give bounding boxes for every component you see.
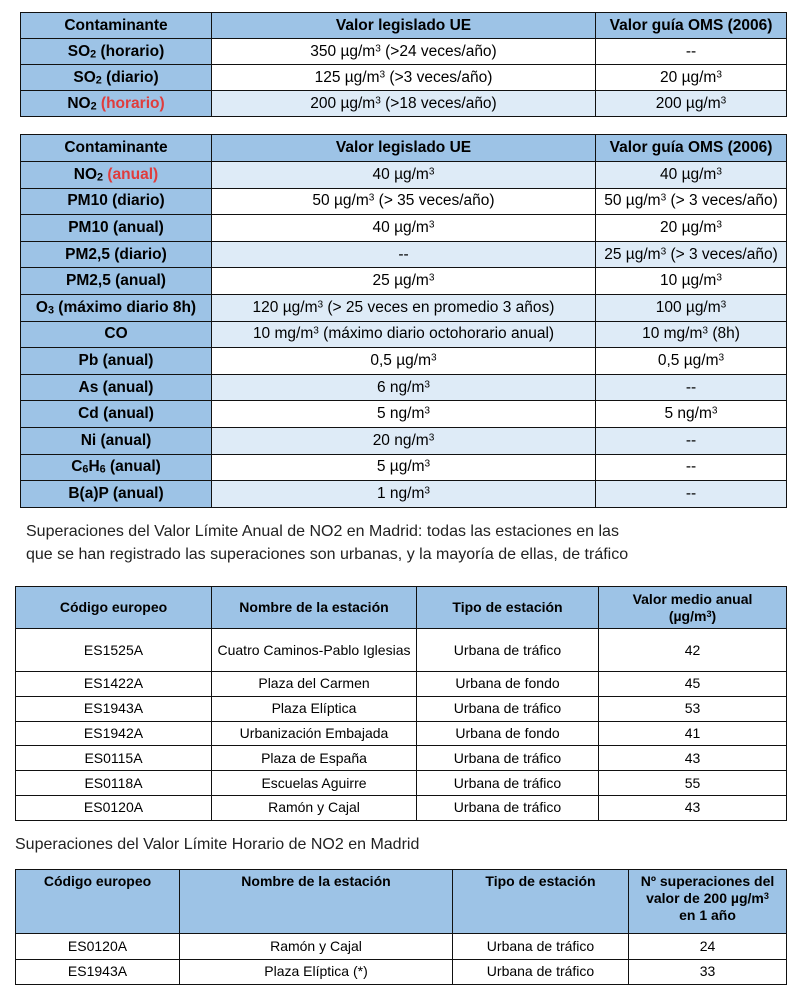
header-valor-oms: Valor guía OMS (2006) bbox=[596, 13, 787, 39]
pollutant-cell: PM2,5 (diario) bbox=[21, 241, 212, 268]
pollutant-cell: $C_6H_6$ (anual) bbox=[21, 454, 212, 481]
value-cell: 55 bbox=[599, 771, 787, 796]
eu-value-cell: 20 $ng/m^3$ bbox=[212, 427, 596, 454]
pollutant-cell: CO bbox=[21, 321, 212, 348]
table-row bbox=[16, 629, 787, 672]
hourly-exceedance-caption: Superaciones del Valor Límite Horario de NO2 en Madrid bbox=[15, 836, 420, 853]
table-row bbox=[16, 672, 787, 697]
value-cell: 43 bbox=[599, 746, 787, 771]
table-row bbox=[21, 241, 787, 268]
caption-line-1: Superaciones del Valor Límite Anual de NO2 en Madrid: todas las estaciones en las bbox=[26, 523, 619, 540]
who-value-cell: 100 $\mu g/m^3$ bbox=[596, 294, 787, 321]
eu-value-cell: 350 $\mu g/m^3$ (>24 veces/año) bbox=[212, 39, 596, 65]
pollutant-cell: Pb (anual) bbox=[21, 348, 212, 375]
table-row bbox=[16, 795, 787, 820]
header-codigo: Código europeo bbox=[16, 870, 180, 934]
table-row bbox=[21, 427, 787, 454]
who-value-cell: -- bbox=[596, 374, 787, 401]
value-cell: 41 bbox=[599, 721, 787, 746]
station-code-cell: ES0115A bbox=[16, 746, 212, 771]
annual-exceedance-caption bbox=[26, 520, 786, 566]
header-tipo: Tipo de estación bbox=[417, 587, 599, 629]
who-value-cell: 0,5 $\mu g/m^3$ bbox=[596, 348, 787, 375]
eu-value-cell: 6 $ng/m^3$ bbox=[212, 374, 596, 401]
table-header-row bbox=[21, 135, 787, 162]
station-code-cell: ES0120A bbox=[16, 934, 180, 960]
who-value-cell: 20 $\mu g/m^3$ bbox=[596, 65, 787, 91]
header-contaminante: Contaminante bbox=[21, 135, 212, 162]
who-value-cell: -- bbox=[596, 454, 787, 481]
value-cell: 24 bbox=[629, 934, 787, 960]
station-name-cell: Ramón y Cajal bbox=[212, 795, 417, 820]
eu-value-cell: 0,5 $\mu g/m^3$ bbox=[212, 348, 596, 375]
station-type-cell: Urbana de tráfico bbox=[417, 771, 599, 796]
station-name-cell: Plaza del Carmen bbox=[212, 672, 417, 697]
table-row bbox=[16, 771, 787, 796]
highlight-qualifier: (horario) bbox=[96, 94, 165, 112]
station-type-cell: Urbana de tráfico bbox=[417, 696, 599, 721]
header-superaciones: Nº superaciones del valor de 200 $\mu g/m^3$ en 1 año bbox=[629, 870, 787, 934]
station-code-cell: ES1422A bbox=[16, 672, 212, 697]
who-value-cell: 40 $\mu g/m^3$ bbox=[596, 162, 787, 189]
header-valor-oms: Valor guía OMS (2006) bbox=[596, 135, 787, 162]
header-contaminante: Contaminante bbox=[21, 13, 212, 39]
station-code-cell: ES0118A bbox=[16, 771, 212, 796]
station-name-cell: Escuelas Aguirre bbox=[212, 771, 417, 796]
table-row bbox=[21, 162, 787, 189]
limits-table-2 bbox=[20, 134, 787, 508]
table-row bbox=[16, 959, 787, 985]
station-code-cell: ES1943A bbox=[16, 696, 212, 721]
value-cell: 45 bbox=[599, 672, 787, 697]
table-row bbox=[21, 401, 787, 428]
table-row bbox=[21, 65, 787, 91]
station-code-cell: ES1525A bbox=[16, 629, 212, 672]
pollutant-cell: $SO_2$ (diario) bbox=[21, 65, 212, 91]
eu-value-cell: 25 $\mu g/m^3$ bbox=[212, 268, 596, 295]
pollutant-cell: $O_3$ (máximo diario 8h) bbox=[21, 294, 212, 321]
value-cell: 43 bbox=[599, 795, 787, 820]
station-type-cell: Urbana de tráfico bbox=[417, 746, 599, 771]
table-header-row bbox=[16, 587, 787, 629]
station-code-cell: ES0120A bbox=[16, 795, 212, 820]
pollutant-cell: B(a)P (anual) bbox=[21, 481, 212, 508]
highlight-qualifier: (anual) bbox=[103, 165, 159, 183]
station-type-cell: Urbana de tráfico bbox=[417, 629, 599, 672]
station-name-cell: Plaza Elíptica (*) bbox=[180, 959, 453, 985]
table-row bbox=[21, 188, 787, 215]
table-header-row bbox=[16, 870, 787, 934]
station-code-cell: ES1942A bbox=[16, 721, 212, 746]
who-value-cell: 5 $ng/m^3$ bbox=[596, 401, 787, 428]
station-type-cell: Urbana de fondo bbox=[417, 672, 599, 697]
station-code-cell: ES1943A bbox=[16, 959, 180, 985]
eu-value-cell: -- bbox=[212, 241, 596, 268]
value-cell: 53 bbox=[599, 696, 787, 721]
station-name-cell: Cuatro Caminos-Pablo Iglesias bbox=[212, 629, 417, 672]
who-value-cell: -- bbox=[596, 39, 787, 65]
who-value-cell: 50 $\mu g/m^3$ (> 3 veces/año) bbox=[596, 188, 787, 215]
header-nombre: Nombre de la estación bbox=[212, 587, 417, 629]
who-value-cell: -- bbox=[596, 481, 787, 508]
eu-value-cell: 5 $\mu g/m^3$ bbox=[212, 454, 596, 481]
who-value-cell: 10 $\mu g/m^3$ bbox=[596, 268, 787, 295]
table-row bbox=[21, 374, 787, 401]
who-value-cell: 20 $\mu g/m^3$ bbox=[596, 215, 787, 242]
table-row bbox=[16, 721, 787, 746]
eu-value-cell: 5 $ng/m^3$ bbox=[212, 401, 596, 428]
eu-value-cell: 40 $\mu g/m^3$ bbox=[212, 162, 596, 189]
who-value-cell: -- bbox=[596, 427, 787, 454]
pollutant-cell: As (anual) bbox=[21, 374, 212, 401]
value-cell: 33 bbox=[629, 959, 787, 985]
table-row bbox=[21, 348, 787, 375]
pollutant-cell: Ni (anual) bbox=[21, 427, 212, 454]
table-row bbox=[21, 481, 787, 508]
eu-value-cell: 125 $\mu g/m^3$ (>3 veces/año) bbox=[212, 65, 596, 91]
station-type-cell: Urbana de tráfico bbox=[453, 959, 629, 985]
hourly-exceedance-table bbox=[15, 869, 787, 985]
header-tipo: Tipo de estación bbox=[453, 870, 629, 934]
station-name-cell: Plaza Elíptica bbox=[212, 696, 417, 721]
who-value-cell: 10 $mg/m^3$ (8h) bbox=[596, 321, 787, 348]
eu-value-cell: 10 $mg/m^3$ (máximo diario octohorario anual) bbox=[212, 321, 596, 348]
table-header-row bbox=[21, 13, 787, 39]
header-codigo: Código europeo bbox=[16, 587, 212, 629]
annual-exceedance-table bbox=[15, 586, 787, 821]
station-type-cell: Urbana de fondo bbox=[417, 721, 599, 746]
caption-line-2: que se han registrado las superaciones son urbanas, y la mayoría de ellas, de tráfico bbox=[26, 546, 629, 563]
station-type-cell: Urbana de tráfico bbox=[417, 795, 599, 820]
header-valor-ue: Valor legislado UE bbox=[212, 135, 596, 162]
table-row bbox=[16, 746, 787, 771]
table-row bbox=[21, 215, 787, 242]
eu-value-cell: 200 $\mu g/m^3$ (>18 veces/año) bbox=[212, 91, 596, 117]
table-row bbox=[21, 294, 787, 321]
value-cell: 42 bbox=[599, 629, 787, 672]
who-value-cell: 25 $\mu g/m^3$ (> 3 veces/año) bbox=[596, 241, 787, 268]
table-row bbox=[21, 91, 787, 117]
eu-value-cell: 40 $\mu g/m^3$ bbox=[212, 215, 596, 242]
header-valor-ue: Valor legislado UE bbox=[212, 13, 596, 39]
pollutant-cell: PM2,5 (anual) bbox=[21, 268, 212, 295]
table-row bbox=[16, 934, 787, 960]
pollutant-cell: $NO_2$ (anual) bbox=[21, 162, 212, 189]
station-name-cell: Urbanización Embajada bbox=[212, 721, 417, 746]
pollutant-cell: PM10 (anual) bbox=[21, 215, 212, 242]
station-type-cell: Urbana de tráfico bbox=[453, 934, 629, 960]
header-valor-medio: Valor medio anual $(\mu g/m^3)$ bbox=[599, 587, 787, 629]
table-row bbox=[21, 39, 787, 65]
table-row bbox=[21, 268, 787, 295]
station-name-cell: Ramón y Cajal bbox=[180, 934, 453, 960]
pollutant-cell: Cd (anual) bbox=[21, 401, 212, 428]
pollutant-cell: $SO_2$ (horario) bbox=[21, 39, 212, 65]
header-nombre: Nombre de la estación bbox=[180, 870, 453, 934]
station-name-cell: Plaza de España bbox=[212, 746, 417, 771]
pollutant-cell: PM10 (diario) bbox=[21, 188, 212, 215]
pollutant-cell: $NO_2$ (horario) bbox=[21, 91, 212, 117]
eu-value-cell: 120 $\mu g/m^3$ (> 25 veces en promedio 3 años) bbox=[212, 294, 596, 321]
table-row bbox=[21, 454, 787, 481]
who-value-cell: 200 $\mu g/m^3$ bbox=[596, 91, 787, 117]
eu-value-cell: 1 $ng/m^3$ bbox=[212, 481, 596, 508]
eu-value-cell: 50 $\mu g/m^3$ (> 35 veces/año) bbox=[212, 188, 596, 215]
table-row bbox=[21, 321, 787, 348]
limits-table-1 bbox=[20, 12, 787, 117]
table-row bbox=[16, 696, 787, 721]
